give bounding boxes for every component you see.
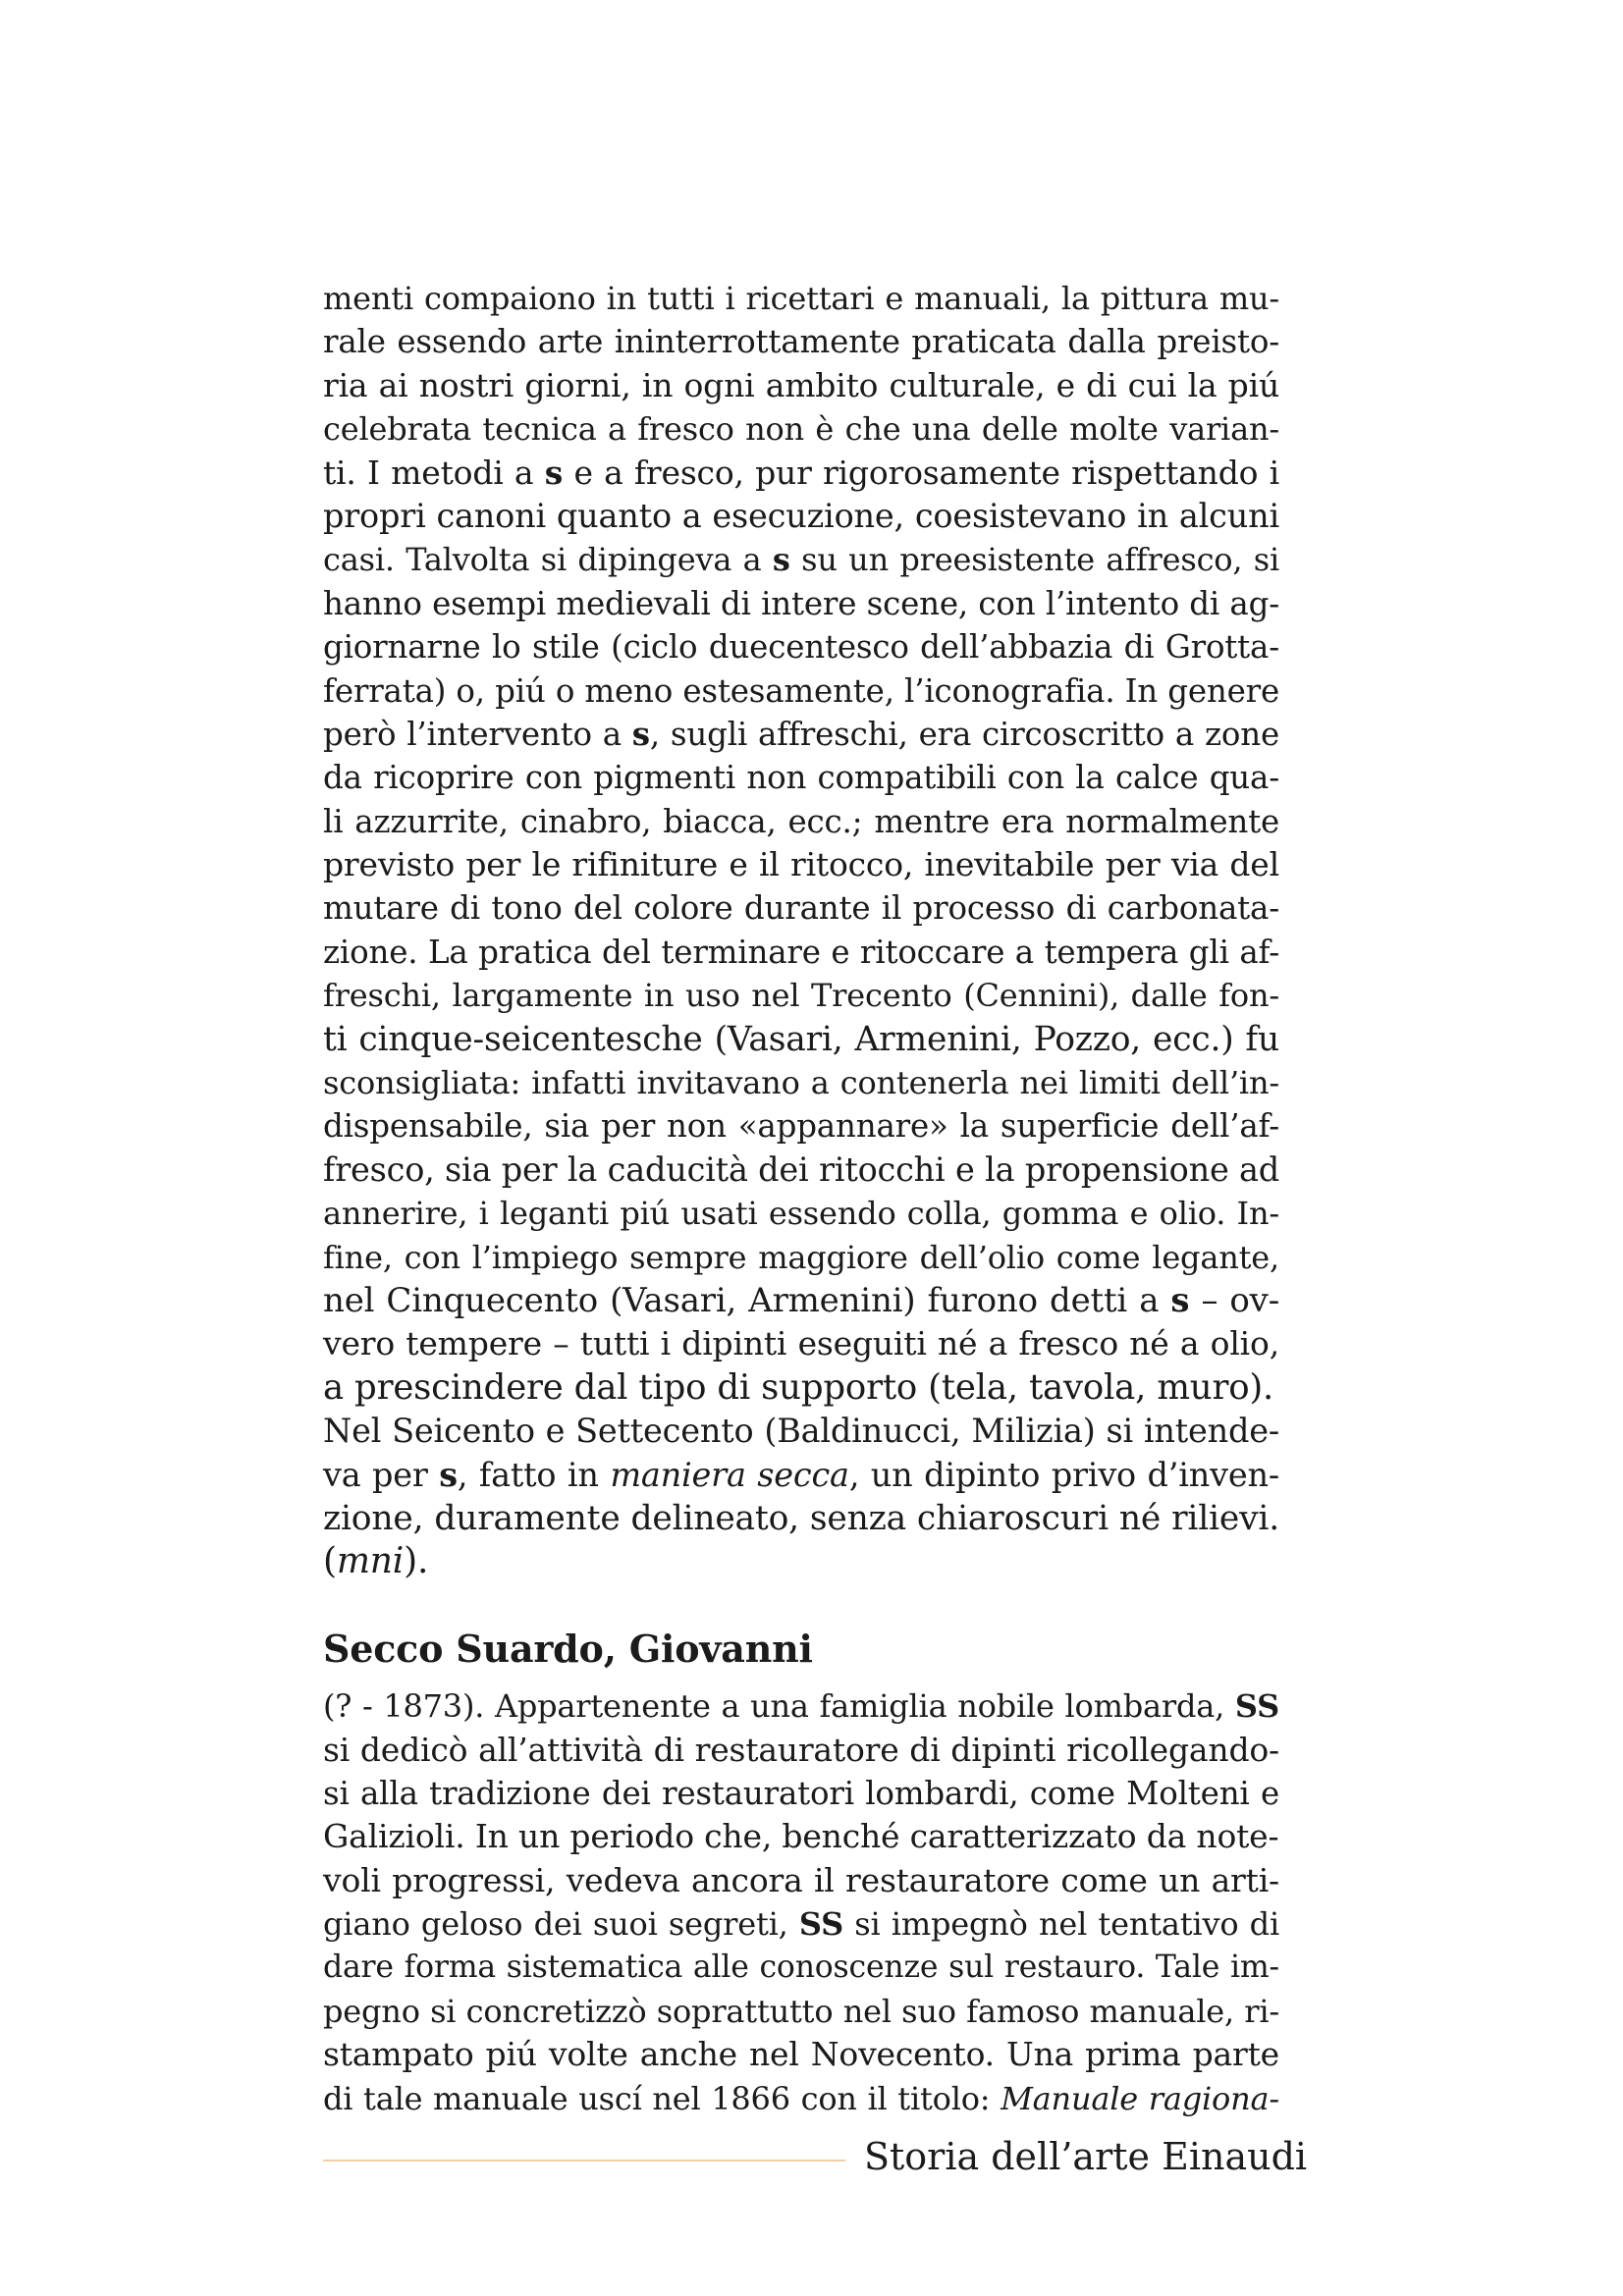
text-line	[323, 1148, 1279, 1192]
text-segment: rale essendo arte ininterrottamente praticata dalla preisto-	[323, 323, 1279, 361]
text-line	[323, 1322, 1279, 1365]
text-segment: propri canoni quanto a esecuzione, coesistevano in alcuni	[323, 496, 1279, 535]
text-line	[323, 1540, 1279, 1583]
bold-abbreviation: s	[772, 541, 790, 579]
text-line	[323, 538, 1279, 581]
text-segment: freschi, largamente in uso nel Trecento (Cennini), dalle fon-	[323, 977, 1279, 1015]
text-segment: (	[323, 1541, 337, 1582]
text-segment: , fatto in	[457, 1455, 611, 1494]
text-segment: giano geloso dei suoi segreti,	[323, 1905, 799, 1944]
text-segment: dispensabile, sia per non «appannare» la superficie dell’af-	[323, 1107, 1279, 1146]
text-segment: sconsigliata: infatti invitavano a contenerla nei limiti dell’in-	[323, 1064, 1279, 1102]
text-segment: vero tempere – tutti i dipinti eseguiti né a fresco né a olio,	[323, 1324, 1279, 1363]
text-segment: e a fresco, pur rigorosamente rispettando i	[563, 453, 1279, 492]
text-segment: giornarne lo stile (ciclo duecentesco dell’abbazia di Grotta-	[323, 628, 1279, 667]
text-segment: ria ai nostri giorni, in ogni ambito culturale, e di cui la piú	[323, 365, 1279, 404]
footer-title: Storia dell’arte Einaudi	[864, 2135, 1308, 2178]
text-line	[323, 277, 1279, 320]
text-line	[323, 1192, 1279, 1235]
text-segment: zione, duramente delineato, senza chiaroscuri né rilievi.	[323, 1498, 1279, 1538]
text-line	[323, 1772, 1279, 1815]
text-line	[323, 669, 1279, 713]
text-line	[323, 1454, 1279, 1497]
text-segment: annerire, i leganti piú usati essendo colla, gomma e olio. In-	[323, 1195, 1279, 1233]
text-line	[323, 1729, 1279, 1772]
text-segment: va per	[323, 1455, 440, 1494]
text-segment: zione. La pratica del terminare e ritoccare a tempera gli af-	[323, 933, 1279, 971]
text-segment: , un dipinto privo d’inven-	[848, 1455, 1279, 1494]
bold-abbreviation: s	[1170, 1280, 1190, 1320]
text-line	[323, 1684, 1279, 1728]
text-line	[323, 2077, 1279, 2120]
text-line	[323, 452, 1279, 495]
text-line	[323, 407, 1279, 451]
text-line	[323, 1279, 1279, 1322]
text-segment: celebrata tecnica a fresco non è che una delle molte varian-	[323, 410, 1279, 449]
text-segment: però l’intervento a	[323, 715, 632, 753]
text-line	[323, 495, 1279, 538]
text-line	[323, 1815, 1279, 1858]
text-line	[323, 1018, 1279, 1061]
text-segment: da ricoprire con pigmenti non compatibili con la calce qua-	[323, 759, 1279, 797]
text-line	[323, 886, 1279, 930]
text-segment: di tale manuale uscí nel 1866 con il titolo:	[323, 2079, 1001, 2117]
text-segment: ti cinque-seicentesche (Vasari, Armenini, Pozzo, ecc.) fu	[323, 1019, 1279, 1059]
entry-heading	[323, 1628, 1279, 1671]
text-line	[323, 320, 1279, 363]
text-segment: si alla tradizione dei restauratori lombardi, come Molteni e	[323, 1774, 1279, 1812]
text-line	[323, 582, 1279, 625]
text-segment: si dedicò all’attività di restauratore di dipinti ricollegando-	[323, 1730, 1279, 1769]
text-segment: voli progressi, vedeva ancora il restauratore come un arti-	[323, 1860, 1279, 1899]
text-line	[323, 1236, 1279, 1279]
text-line	[323, 364, 1279, 407]
text-line	[323, 1366, 1279, 1410]
text-line	[323, 1104, 1279, 1148]
text-segment: si impegnò nel tentativo di	[843, 1905, 1279, 1944]
text-line	[323, 2033, 1279, 2076]
text-line	[323, 1946, 1279, 1989]
text-line	[323, 931, 1279, 974]
text-segment: ferrata) o, piú o meno estesamente, l’iconografia. In genere	[323, 671, 1279, 710]
text-segment: dare forma sistematica alle conoscenze sul restauro. Tale im-	[323, 1949, 1279, 1986]
text-segment: ).	[404, 1541, 429, 1582]
text-segment: pegno si concretizzò soprattutto nel suo famoso manuale, ri-	[323, 1992, 1279, 2030]
text-segment: ti. I metodi a	[323, 453, 545, 492]
italic-text: maniera secca	[610, 1455, 849, 1494]
text-line	[323, 1859, 1279, 1902]
text-line	[323, 1497, 1279, 1540]
text-segment: stampato piú volte anche nel Novecento. Una prima parte	[323, 2035, 1279, 2074]
text-segment: , sugli affreschi, era circoscritto a zone	[649, 715, 1279, 753]
bold-abbreviation: SS	[798, 1905, 844, 1944]
text-segment: Nel Seicento e Settecento (Baldinucci, Milizia) si intende-	[323, 1412, 1279, 1451]
text-segment: su un preesistente affresco, si	[789, 541, 1279, 579]
text-segment: casi. Talvolta si dipingeva a	[323, 541, 773, 579]
body-text	[323, 277, 1279, 2120]
text-segment: nel Cinquecento (Vasari, Armenini) furono detti a	[323, 1280, 1171, 1320]
bold-abbreviation: s	[439, 1455, 458, 1494]
text-line	[323, 1990, 1279, 2033]
text-line	[323, 1902, 1279, 1946]
bold-abbreviation: s	[544, 453, 564, 492]
text-segment: Galizioli. In un periodo che, benché caratterizzato da note-	[323, 1817, 1279, 1856]
text-segment: li azzurrite, cinabro, biacca, ecc.; mentre era normalmente	[323, 802, 1279, 840]
text-line	[323, 800, 1279, 843]
text-line	[323, 974, 1279, 1017]
text-line	[323, 625, 1279, 668]
text-segment: previsto per le rifiniture e il ritocco, inevitabile per via del	[323, 845, 1279, 884]
text-segment: (? - 1873). Appartenente a una famiglia nobile lombarda,	[323, 1687, 1235, 1726]
italic-text: Manuale ragiona-	[1001, 2079, 1279, 2117]
text-line	[323, 713, 1279, 756]
text-segment: menti compaiono in tutti i ricettari e manuali, la pittura mu-	[323, 280, 1279, 317]
text-segment: Secco Suardo, Giovanni	[323, 1626, 813, 1671]
bold-abbreviation: s	[631, 714, 650, 753]
text-segment: mutare di tono del colore durante il processo di carbonata-	[323, 889, 1279, 928]
text-line	[323, 1410, 1279, 1453]
text-segment: fine, con l’impiego sempre maggiore dell’olio come legante,	[323, 1238, 1279, 1276]
text-segment: fresco, sia per la caducità dei ritocchi e la propensione ad	[323, 1149, 1280, 1189]
text-segment: a prescindere dal tipo di supporto (tela, tavola, muro).	[323, 1366, 1274, 1408]
bold-abbreviation: SS	[1234, 1687, 1279, 1726]
text-segment: – ov-	[1189, 1280, 1279, 1320]
text-line	[323, 1061, 1279, 1104]
italic-text: mni	[336, 1541, 405, 1582]
text-segment: hanno esempi medievali di intere scene, con l’intento di ag-	[323, 584, 1279, 622]
footer-rule	[323, 2160, 845, 2162]
text-line	[323, 756, 1279, 799]
text-line	[323, 843, 1279, 886]
